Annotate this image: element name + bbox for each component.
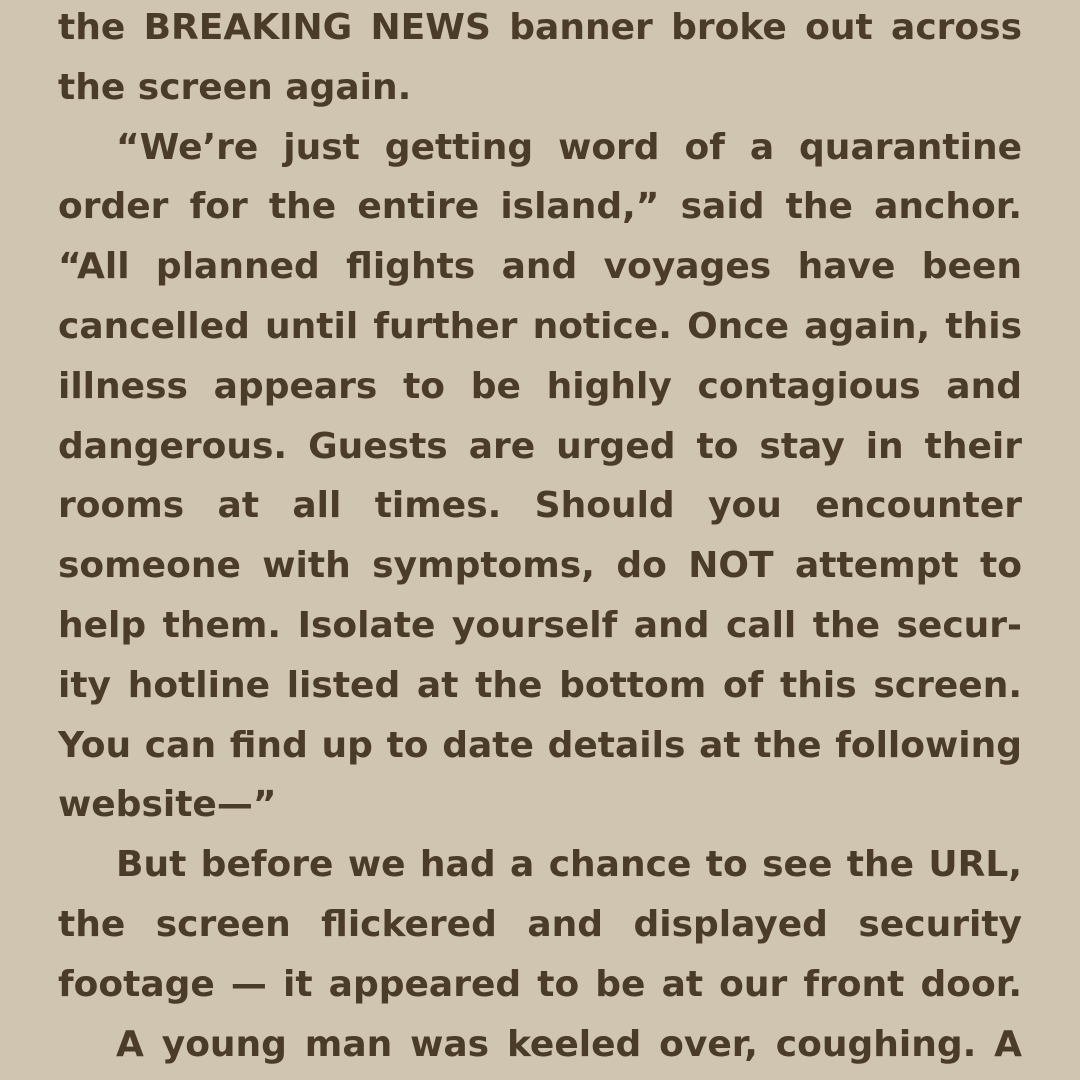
text-line: “We’re just getting word of a quarantine	[116, 126, 1022, 168]
text-line: illness appears to be highly contagious and	[58, 365, 1022, 407]
text-line: dangerous. Guests are urged to stay in their	[58, 425, 1022, 467]
text-line: the screen again.	[58, 66, 412, 108]
text-line: someone with symptoms, do NOT attempt to	[58, 545, 1022, 587]
text-line: rooms at all times. Should you encounter	[58, 485, 1022, 527]
text-line: “All planned flights and voyages have been	[58, 246, 1022, 288]
text-line: A young man was keeled over, coughing. A	[116, 1023, 1022, 1065]
text-line: cancelled until further notice. Once again, this	[58, 305, 1022, 347]
text-line: You can find up to date details at the following	[58, 724, 1022, 766]
text-line: order for the entire island,” said the anchor.	[58, 186, 1022, 228]
text-line: footage — it appeared to be at our front door.	[58, 963, 1022, 1005]
page-text	[58, 0, 1022, 1074]
text-line: the BREAKING NEWS banner broke out across	[58, 7, 1022, 48]
text-line: website—”	[58, 784, 277, 826]
text-line: help them. Isolate yourself and call the secur-	[58, 604, 1022, 646]
text-line: the screen flickered and displayed security	[58, 903, 1022, 945]
text-line: But before we had a chance to see the URL,	[116, 844, 1022, 886]
text-line: ity hotline listed at the bottom of this screen.	[58, 664, 1022, 706]
